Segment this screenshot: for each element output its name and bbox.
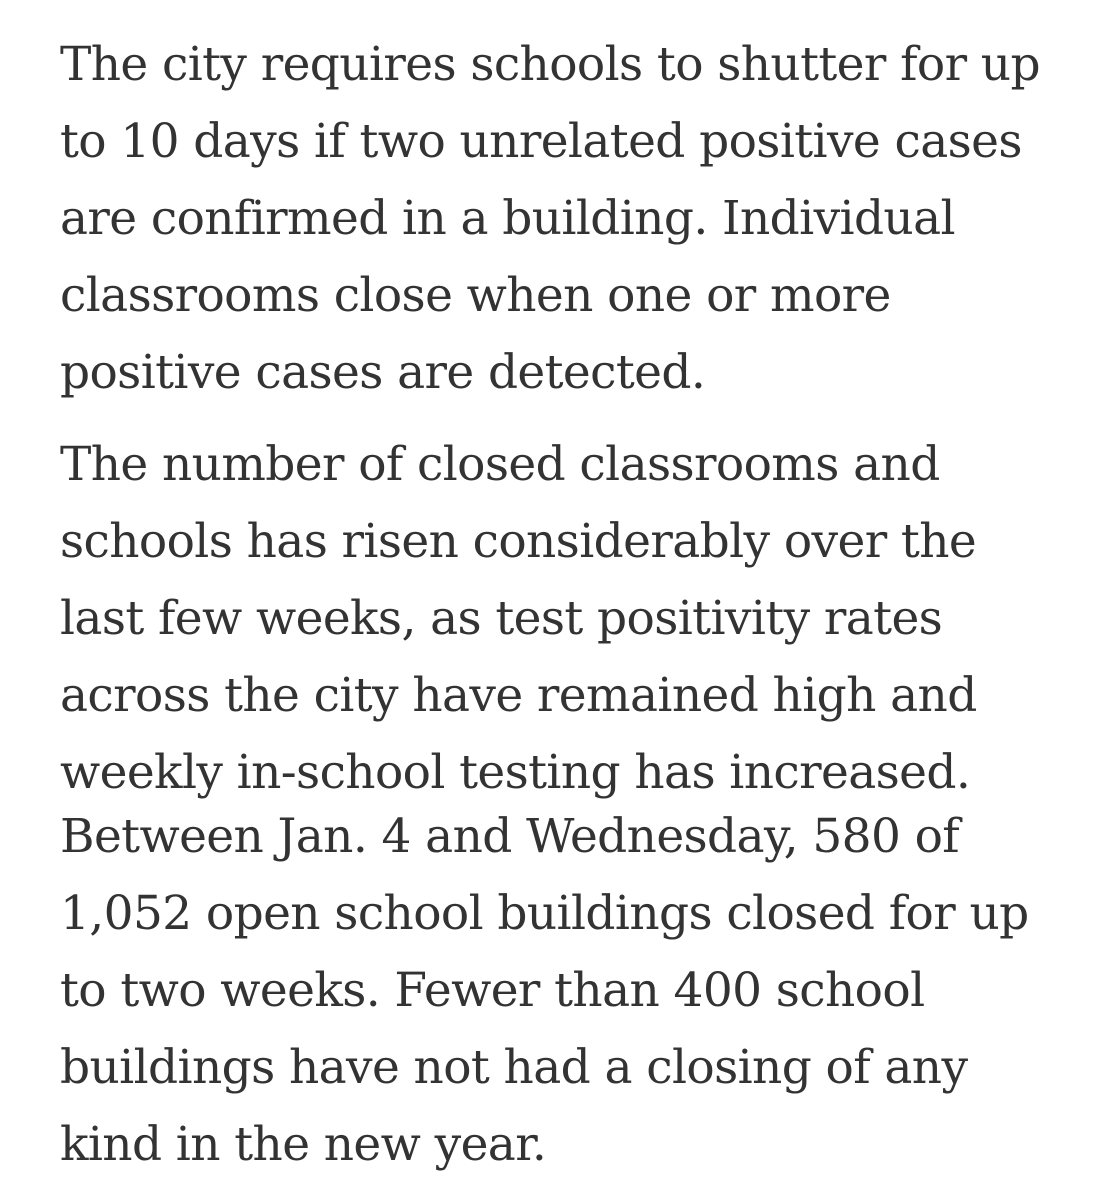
paragraph-2 [60, 426, 977, 811]
paragraph-line: schools has risen considerably over the [60, 514, 977, 569]
paragraph-line: are confirmed in a building. Individual [60, 191, 955, 246]
paragraph-line: The city requires schools to shutter for up [60, 37, 1040, 92]
paragraph-line: across the city have remained high and [60, 668, 977, 723]
paragraph-line: kind in the new year. [60, 1117, 547, 1172]
paragraph-line: to two weeks. Fewer than 400 school [60, 963, 925, 1018]
paragraph-3 [60, 798, 1029, 1183]
paragraph-line: Between Jan. 4 and Wednesday, 580 of [60, 809, 960, 864]
paragraph-line: classrooms close when one or more [60, 268, 891, 323]
paragraph-line: buildings have not had a closing of any [60, 1040, 968, 1095]
paragraph-line: weekly in-school testing has increased. [60, 745, 971, 800]
paragraph-line: positive cases are detected. [60, 345, 706, 400]
paragraph-line: 1,052 open school buildings closed for up [60, 886, 1029, 941]
paragraph-line: to 10 days if two unrelated positive cases [60, 114, 1022, 169]
paragraph-1 [60, 26, 1040, 411]
paragraph-line: The number of closed classrooms and [60, 437, 940, 492]
paragraph-line: last few weeks, as test positivity rates [60, 591, 943, 646]
